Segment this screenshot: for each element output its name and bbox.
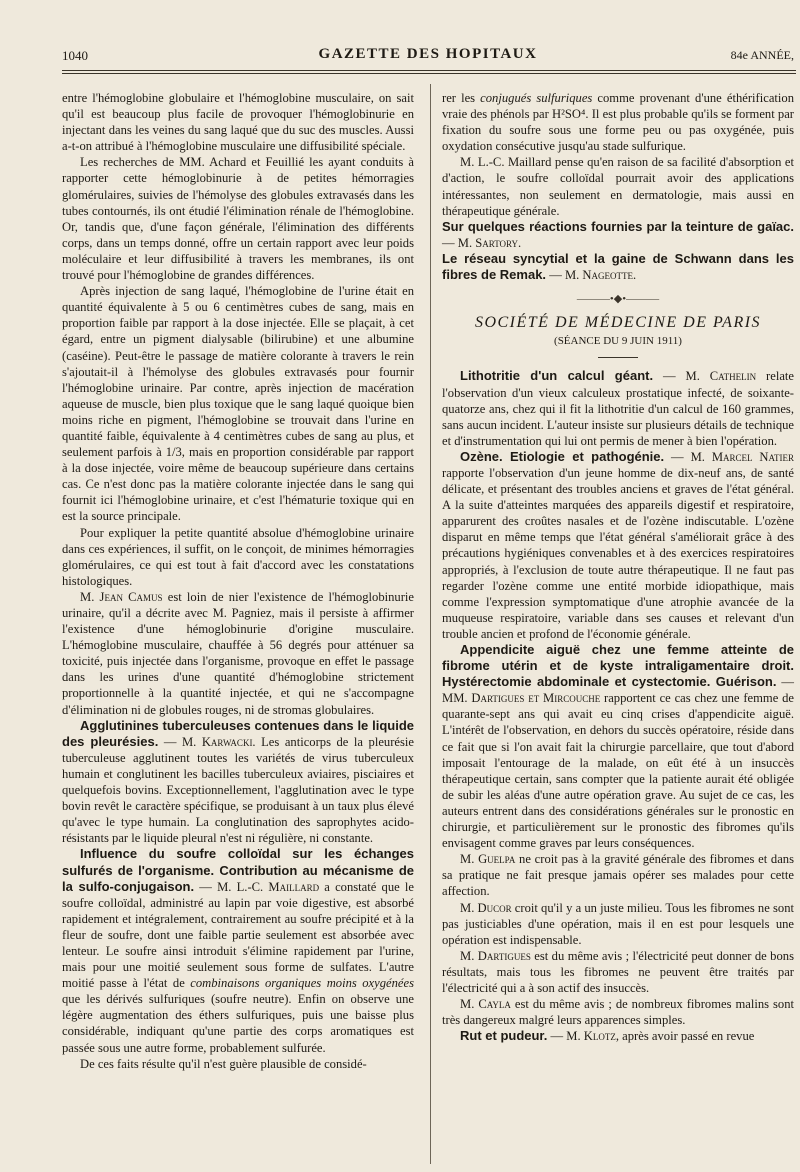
paragraph xyxy=(442,851,794,899)
paragraph: M. L.-C. Maillard pense qu'en raison de sa facilité d'absorption et d'action, le soufre colloïdal pourrait avoir des applications intéressantes, non seulement en dermatologie, mais aussi en thérapeutique générale. xyxy=(442,155,794,218)
section-text: Les anticorps de la pleurésie tuberculeuse agglutinent toutes les variétés de virus tuberculeux humain et conglutinent les bacilles tuberculeux aviaires, pisciaires et quelquefois bovins. Exceptionnellement, l'agglutination avec le type bovin revêt le caractère spécifique, se produisant à un taux plus élevé qu'avec le type humain. La conglutination des saprophytes acido-résistants par le liquide pleural n'est ni régulière, ni constante. xyxy=(62,734,414,846)
paragraph-text: est du même avis ; l'électricité peut donner de bons résultats, mais tous les fibromes ne peuvent être traités par l'électricité qui a à son actif des insuccès. xyxy=(442,948,794,995)
section-lithotritie: Lithotritie d'un calcul géant. — M. Cathelin relate l'observation d'un vieux calculeux prostatique infecté, de soixante-quatorze ans, chez qui il fit la lithotritie d'un calcul de 160 grammes, sans aucun incident. L'auteur insiste sur plusieurs détails de technique et d'instrumentation qui lui ont permis de mener à bien l'opération. xyxy=(442,368,795,448)
author-name: M. Karwacki. xyxy=(181,734,256,749)
paragraph xyxy=(442,90,794,154)
paragraph-text: rer les xyxy=(442,91,481,105)
paragraph: Pour expliquer la petite quantité absolue d'hémoglobine urinaire dans ces expériences, il suffit, on le conçoit, de minimes hémorragies glomérulaires, ce qui est tout à fait d'accord avec les constatations histologiques. xyxy=(62,525,414,588)
society-subtitle: (SÉANCE DU 9 JUIN 1911) xyxy=(554,335,682,348)
author-name: MM. Dartigues et Mircouche xyxy=(442,691,601,706)
section-appendicite: Appendicite aiguë chez une femme atteinte de fibrome utérin et de kyste intraligamentaire droit. Hystérectomie abdominale et cystectomie. Guérison. — MM. Dartigues et Mircouche rapportent ce cas chez une femme de quarante-sept ans qui avait eu cinq crises d'appendicite aiguë. L'intérêt de l'observation, en dehors du succès opératoire, réside dans ce fait que si l'on avait fait la chirurgie parcellaire, que tout d'abord imposait l'entourage de la malade, on eût été à un insuccès thérapeutique certain, sans compter que la patiente aurait été obligée de subir les aléas d'une autre opération grave. Au sujet de ce cas, les auteurs entrent dans des considérations générales sur le pronostic en chirurgie, et particulièrement sur le pronostic des fibromes qu'ils envisagent comme graves par leurs conséquences. xyxy=(442,642,795,851)
section-ozene: Ozène. Etiologie et pathogénie. — M. Marcel Natier rapporte l'observation d'un jeune homme de dix-neuf ans, de santé délicate, et présentant des troubles anciens et graves de l'état général. A la suite d'atteintes marquées des appareils digestif et respiratoire, apparurent des croûtes nasales et de l'ozène indiscutable. L'ozène disparut en même temps que l'état général s'améliorait grâce à des précautions hygiéniques convenables et à des exercices respiratoires appropriés, à l'exclusion de toute autre thérapeutique. Il ne faut pas regarder l'ozène comme une entité morbide idiopathique, mais comme l'expression symptomatique d'une atrophie avancée de la muqueuse respiratoire, variable dans ses causes et relevant d'un trouble ancien et profond de l'économie générale. xyxy=(442,448,795,641)
section-text: a constaté que le soufre colloïdal, administré au lapin par voie digestive, est absorbé rapidement et intégralement, contrairement au soufre précipité et à la fleur de soufre, dont une faible partie seulement est absorbée avec lenteur. Le soufre ainsi introduit s'élimine rapidement par l'urine, mais pour une moitié seulement sous forme de sulfates. L'autre moitié passe à l'état de xyxy=(62,879,415,991)
paragraph xyxy=(62,589,414,718)
paragraph-text: est loin de nier l'existence de l'hémoglobinurie urinaire, qu'il a décrite avec M. Pagniez, mais il persiste à affirmer l'existence d'une hémoglobinurie d'origine musculaire. L'hémoglobine musculaire, chauffée à 56 degrés pour atténuer sa toxicité, puis injectée dans l'organisme, provoque en effet le passage dans les urines d'une quantité d'hémoglobine strictement proportionnelle à la quantité injectée, et qui ne s'accompagne d'élimination ni de globules rouges, ni de stromas globulaires. xyxy=(62,589,414,717)
section-heading: Lithotritie d'un calcul géant. xyxy=(460,368,654,384)
paragraph-text: comme provenant d'une éthérification vraie des phénols par H²SO⁴. Il est plus probable qu'ils se forment par fixation du soufre sous une forme peu ou pas oxygénée, puis oxydation consécutive jusqu'au stade sulfurique. xyxy=(442,91,794,154)
section-heading: Le réseau syncytial et la gaine de Schwann dans les fibres de Remak. xyxy=(442,250,794,283)
paragraph xyxy=(442,900,794,948)
author-name: M. Cayla xyxy=(460,997,511,1012)
ornament-divider: ———•◆•——— xyxy=(576,293,660,306)
section-heading: Rut et pudeur. xyxy=(460,1028,548,1044)
section-heading: Agglutinines tuberculeuses contenues dans le liquide des pleurésies. xyxy=(62,717,414,749)
section-text: après avoir passé en revue xyxy=(619,1029,755,1044)
section-remak: Le réseau syncytial et la gaine de Schwann dans les fibres de Remak. — M. Nageotte. xyxy=(442,250,794,283)
paragraph xyxy=(442,948,794,996)
author-name: M. Marcel Natier xyxy=(690,449,795,464)
short-rule xyxy=(598,357,638,358)
section-text: rapportent ce cas chez une femme de quarante-sept ans qui avait eu cinq crises d'appendicite aiguë. L'intérêt de l'observation, en dehors du succès opératoire, réside dans ce fait que si l'on avait fait la chirurgie parcellaire, que tout d'abord imposait l'entourage de la malade, on eût été à un insuccès thérapeutique certain, sans compter que la patiente aurait été obligée de subir les aléas d'une autre opération grave. Au sujet de ce cas, les auteurs entrent dans des considérations générales sur le pronostic en chirurgie, et particulièrement sur le pronostic des fibromes qu'ils envisagent comme graves par leurs conséquences. xyxy=(442,691,794,851)
society-title: SOCIÉTÉ DE MÉDECINE DE PARIS xyxy=(474,314,762,332)
author-name: M. Cathelin xyxy=(685,369,757,384)
page-header xyxy=(62,44,794,70)
paragraph: Après injection de sang laqué, l'hémoglobine de l'urine était en quantité équivalente à 5 ou 6 centimètres cubes de sang, mais en proportion faible par rapport à la dose injectée. Elle se plaçait, à cet égard, entre un pigment dialysable (bilirubine) et une albumine (caséine). Peut-être le passage de matière colorante à travers le rein s'ajoutait-il à l'hémolyse des globules extravasés pour fournir l'hémoglobine urinaire. Par contre, après injection de macération aqueuse de muscle, bien plus toxique que le sang laqué quoique bien moins riche en pigment, l'hémoglobine se trouvait dans l'urine en quantité faible, équivalente à 4 centimètres cubes de sang au plus, et seulement parfois à 1/3, mais en proportion considérable par rapport à la dose injectée, voire même de beaucoup supérieure dans certains cas. Ce n'est donc pas la matière colorante injectée dans le sang qui fournit ici l'hémoglobine urinaire, et c'est l'hématurie toxique qui en est la source principale. xyxy=(62,284,414,524)
right-column xyxy=(442,90,794,1044)
author-name: M. Ducor xyxy=(460,900,512,915)
year-label: 84e ANNÉE, xyxy=(730,48,794,62)
paragraph-text: croit qu'il y a un juste milieu. Tous les fibromes ne sont pas justiciables d'une opération, mais il en est pour lesquels une opération est indispensable. xyxy=(442,900,794,947)
paragraph: entre l'hémoglobine globulaire et l'hémoglobine musculaire, on sait qu'il est beaucoup plus facile de provoquer l'hémoglobinurie en injectant dans les veines du sang laqué que du suc des muscles. Aussi a-t-on attribué à l'hémoglobine musculaire une diffusibilité spéciale. xyxy=(62,91,414,154)
section-soufre: Influence du soufre colloïdal sur les échanges sulfurés de l'organisme. Contribution au mécanisme de la sulfo-conjugaison. — M. L.-C. Maillard a constaté que le soufre colloïdal, administré au lapin par voie digestive, est absorbé rapidement et intégralement, contrairement au soufre précipité et à la fleur de soufre, dont une faible partie seulement est absorbée avec lenteur. Le soufre ainsi introduit s'élimine rapidement par l'urine, mais pour une moitié seulement sous forme de sulfates. L'autre moitié passe à l'état de combinaisons organiques moins oxygénées que les dérivés sulfuriques (soufre neutre). Enfin on observe une légère augmentation des éthers sulfuriques, puis une baisse plus considérable, indiquant qu'une partie des corps aromatiques est passée sous une autre forme, probablement sulfurée. xyxy=(62,846,415,1055)
section-text: que les dérivés sulfuriques (soufre neutre). Enfin on observe une légère augmentation des éthers sulfuriques, puis une baisse plus considérable, indiquant qu'une partie des corps aromatiques est passée sous une autre forme, probablement sulfurée. xyxy=(62,992,414,1055)
section-text: relate l'observation d'un vieux calculeux prostatique infecté, de soixante-quatorze ans, chez qui il fit la lithotritie d'un calcul de 160 grammes, sans aucun incident. L'auteur insiste sur plusieurs détails de technique et d'instrumentation qui lui ont permis de mener à bien l'opération. xyxy=(442,369,795,448)
left-column xyxy=(62,90,414,1072)
paragraph-text: est du même avis ; de nombreux fibromes malins sont très dangereux malgré leurs apparences simples. xyxy=(442,997,794,1028)
author-name: M. Sartory. xyxy=(457,235,522,250)
author-name: M. Jean Camus xyxy=(80,589,163,604)
author-name: M. Dartigues xyxy=(460,948,531,963)
paragraph-text: ne croit pas à la gravité générale des fibromes et dans sa pratique ne fait presque jamais opérer ses malades pour cette affection. xyxy=(442,852,795,899)
italic-text: combinaisons organiques moins oxygénées xyxy=(190,976,414,991)
section-gaiac: Sur quelques réactions fournies par la teinture de gaïac. — M. Sartory. xyxy=(442,218,794,250)
section-heading: Sur quelques réactions fournies par la teinture de gaïac. xyxy=(442,218,794,234)
paragraph: De ces faits résulte qu'il n'est guère plausible de considé- xyxy=(80,1056,367,1071)
column-divider xyxy=(430,84,431,1164)
author-name: M. Klotz, xyxy=(566,1029,620,1044)
author-name: M. Nageotte. xyxy=(564,268,637,283)
page-number: 1040 xyxy=(62,48,88,63)
section-agglutinines: Agglutinines tuberculeuses contenues dans le liquide des pleurésies. — M. Karwacki. Les anticorps de la pleurésie tuberculeuse agglutinent toutes les variétés de virus tuberculeux humain et conglutinent les bacilles tuberculeux aviaires, pisciaires et quelquefois bovins. Exceptionnellement, l'agglutination avec le type bovin revêt le caractère spécifique, se produisant à un taux plus élevé qu'avec le type humain. La conglutination des saprophytes acido-résistants par le liquide pleural n'est ni régulière, ni constante. xyxy=(62,717,414,846)
section-rut: Rut et pudeur. — M. Klotz, après avoir passé en revue xyxy=(460,1028,755,1044)
italic-text: conjugués sulfuriques xyxy=(480,91,593,105)
section-heading: Ozène. Etiologie et pathogénie. xyxy=(460,448,665,464)
author-name: M. L.-C. Maillard xyxy=(217,879,320,894)
section-heading: Influence du soufre colloïdal sur les échanges sulfurés de l'organisme. Contribution au mécanisme de la sulfo-conjugaison. xyxy=(62,846,414,894)
journal-title: GAZETTE DES HOPITAUX xyxy=(318,46,538,62)
section-text: rapporte l'observation d'un jeune homme de dix-neuf ans, de santé délicate, et présentant des troubles anciens et graves de l'état général. A la suite d'atteintes marquées des appareils digestif et respiratoire, apparurent des croûtes nasales et de l'ozène indiscutable. L'ozène disparut en même temps que l'état général s'améliorait grâce à des précautions hygiéniques convenables et à des exercices respiratoires appropriés, à l'exclusion de toute autre thérapeutique. Il ne faut pas regarder l'ozène comme une entité morbide idiopathique, mais comme l'expression symptomatique d'une atrophie avancée de la muqueuse respiratoire, variable dans ses causes et relevant d'un trouble ancien et profond de l'économie générale. xyxy=(442,465,794,641)
paragraph: Les recherches de MM. Achard et Feuillié les ayant conduits à rapporter cette hémoglobinurie à de petites hémorragies glomérulaires, suivies de l'hémolyse des globules extravasés dans les tubes contournés, ils ont étudié l'élimination rénale de l'hémoglobine. Or, tandis que, d'une façon générale, l'élimination des différents corps, dans un temps donné, offre un certain rapport avec leur poids moléculaire et leur diffusibilité à travers les membranes, ils ont trouvé pour l'hémoglobine de grandes différences. xyxy=(62,155,414,283)
section-heading: Appendicite aiguë chez une femme atteinte de fibrome utérin et de kyste intraligamentaire droit. Hystérectomie abdominale et cystectomie. Guérison. xyxy=(442,642,794,690)
author-name: M. Guelpa xyxy=(460,852,516,867)
paragraph xyxy=(442,996,794,1028)
header-rule xyxy=(62,70,796,74)
